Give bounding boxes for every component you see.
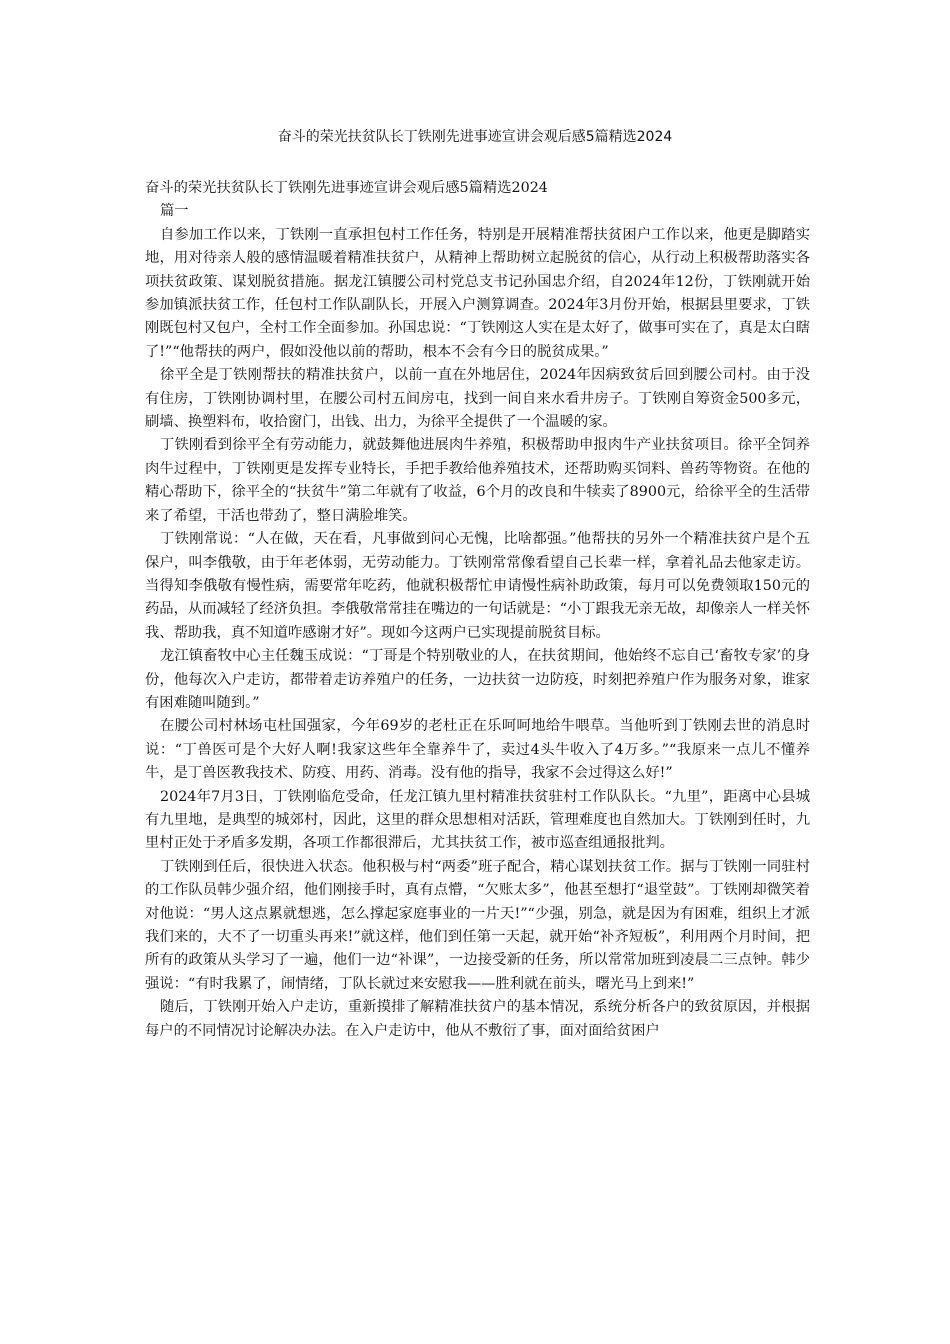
- section-label: 篇一: [160, 203, 189, 220]
- document-body: [145, 177, 810, 1043]
- paragraph: 丁铁刚常说：“人在做，天在看，凡事做到问心无愧，比啥都强。”他帮扶的另外一个精准扶贫户是个五保户，叫李俄敬，由于年老体弱，无劳动能力。丁铁刚常常像看望自己长辈一样，拿着礼品去他家走访。当得知李俄敬有慢性病，需要常年吃药，他就积极帮忙申请慢性病补助政策，每月可以免费领取150元的药品，从而减轻了经济负担。李俄敬常常挂在嘴边的一句话就是：“小丁跟我无亲无故，却像亲人一样关怀我、帮助我，真不知道咋感谢才好”。现如今这两户已实现提前脱贫目标。: [145, 531, 810, 641]
- paragraph: 徐平全是丁铁刚帮扶的精准扶贫户，以前一直在外地居住，2024年因病致贫后回到腰公司村。由于没有住房，丁铁刚协调村里，在腰公司村五间房屯，找到一间自来水看井房子。丁铁刚自筹资金500多元，刷墙、换塑料布，收拾窗门，出钱、出力，为徐平全提供了一个温暖的家。: [145, 367, 810, 431]
- paragraph: 龙江镇畜牧中心主任魏玉成说：“丁哥是个特别敬业的人，在扶贫期间，他始终不忘自己‘畜牧专家’的身份，他每次入户走访，都带着走访养殖户的任务，一边扶贫一边防疫，时刻把养殖户作为服务对象，谁家有困难随叫随到。”: [145, 648, 810, 711]
- paragraph: 丁铁刚到任后，很快进入状态。他积极与村“两委”班子配合，精心谋划扶贫工作。据与丁铁刚一同驻村的工作队员韩少强介绍，他们刚接手时，真有点懵，“欠账太多”，他甚至想打“退堂鼓”。丁铁刚却微笑着对他说：“男人这点累就想逃，怎么撑起家庭事业的一片天!”“少强，别急，就是因为有困难，组织上才派我们来的，大不了一切重头再来!”就这样，他们到任第一天起，就开始“补齐短板”，利用两个月时间，把所有的政策从头学习了一遍，他们一边“补课”，一边接受新的任务，所以常常加班到凌晨二三点钟。韩少强说：“有时我累了，闹情绪，丁队长就过来安慰我——胜利就在前头，曙光马上到来!”: [145, 858, 810, 992]
- paragraph: 在腰公司村林场屯杜国强家，今年69岁的老杜正在乐呵呵地给牛喂草。当他听到丁铁刚去世的消息时说：“丁兽医可是个大好人啊!我家这些年全靠养牛了，卖过4头牛收入了4万多。”“我原来一点儿不懂养牛，是丁兽医教我技术、防疫、用药、消毒。没有他的指导，我家不会过得这么好!”: [145, 718, 810, 782]
- paragraph: 2024年7月3日，丁铁刚临危受命，任龙江镇九里村精准扶贫驻村工作队队长。“九里”，距离中心县城有九里地，是典型的城郊村，因此，这里的群众思想相对活跃，管理难度也自然加大。丁铁刚到任时，九里村正处于矛盾多发期，各项工作都很滞后，尤其扶贫工作，被市巡查组通报批判。: [145, 788, 810, 852]
- paragraph: 丁铁刚看到徐平全有劳动能力，就鼓舞他进展肉牛养殖，积极帮助申报肉牛产业扶贫项目。徐平全饲养肉牛过程中，丁铁刚更是发挥专业特长，手把手教给他养殖技术，还帮助购买饲料、兽药等物资。在他的精心帮助下，徐平全的“扶贫牛”第二年就有了收益，6个月的改良和牛犊卖了8900元，给徐平全的生活带来了希望，干活也带劲了，整日满脸堆笑。: [145, 437, 810, 524]
- document-subtitle: 奋斗的荣光扶贫队长丁铁刚先进事迹宣讲会观后感5篇精选2024: [145, 180, 548, 196]
- document-title: 奋斗的荣光扶贫队长丁铁刚先进事迹宣讲会观后感5篇精选2024: [277, 129, 673, 145]
- paragraph: 自参加工作以来，丁铁刚一直承担包村工作任务，特别是开展精准帮扶贫困户工作以来，他更是脚踏实地，用对待亲人般的感情温暖着精准扶贫户，从精神上帮助树立起脱贫的信心，从行动上积极帮助落实各项扶贫政策、谋划脱贫措施。据龙江镇腰公司村党总支书记孙国忠介绍，自2024年12份，丁铁刚就开始参加镇派扶贫工作，任包村工作队副队长，开展入户测算调查。2024年3月份开始，根据县里要求，丁铁刚既包村又包户，全村工作全面参加。孙国忠说：“丁铁刚这人实在是太好了，做事可实在了，真是太白瞎了!”“他帮扶的两户，假如没他以前的帮助，根本不会有今日的脱贫成果。”: [145, 226, 810, 360]
- paragraph: 随后，丁铁刚开始入户走访，重新摸排了解精准扶贫户的基本情况，系统分析各户的致贫原因，并根据每户的不同情况讨论解决办法。在入户走访中，他从不敷衍了事，面对面给贫困户: [145, 999, 810, 1039]
